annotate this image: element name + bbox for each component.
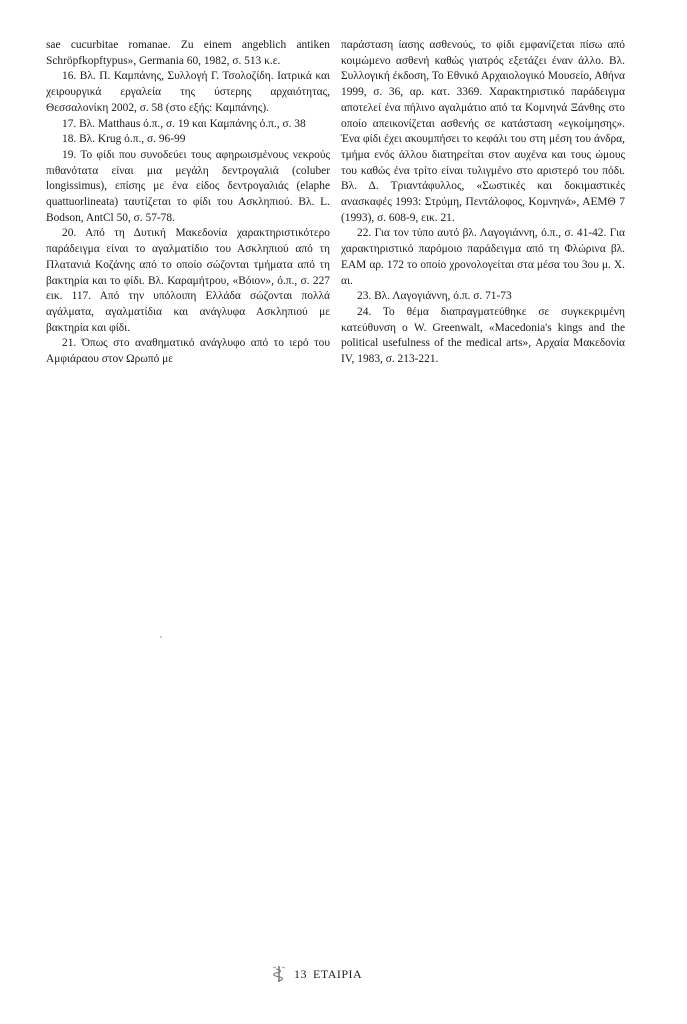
footnote-24: 24. Το θέμα διαπραγματεύθηκε σε συγκεκριμένη κατεύθυνση ο W. Greenwalt, «Macedonia's kings and the political usefulness of the medical arts», Αρχαία Μακεδονία IV, 1983, σ. 213-221.	[341, 305, 625, 366]
page-footer	[270, 964, 362, 984]
footnotes-left-column	[46, 38, 330, 368]
footnote-continuation: sae cucurbitae romanae. Zu einem angeblich antiken Schröpfkopftypus», Germania 60, 1982, σ. 513 κ.ε.	[46, 39, 330, 67]
stray-mark	[160, 636, 162, 638]
footnote-21-continuation: παράσταση ίασης ασθενούς, το φίδι εμφανίζεται πίσω από κοιμώμενο ασθενή καθώς γιατρός εξετάζει έναν άλλο. Βλ. Συλλογική έκδοση, Το Εθνικό Αρχαιολογικό Μουσείο, Αθήνα 1999, σ. 36, αρ. κατ. 3369. Χαρακτηριστικό παράδειγμα αποτελεί ένα πήλινο αγαλμάτιο από τα Κομνηνά Ξάνθης στο οποίο απεικονίζεται ασθενής σε κατάσταση «εγκοίμησης». Ένα φίδι έχει ακουμπήσει το κεφάλι του στη μέση του άνδρα, τμήμα ενός άλλου διατηρείται στον αυχένα και τους ώμους του καθώς ένα τρίτο είναι τυλιγμένο στο αριστερό του πόδι. Βλ. Δ. Τριαντάφυλλος, «Σωστικές και δοκιμαστικές ανασκαφές 1993: Στρύμη, Πεντάλοφος, Κομνηνά», ΑΕΜΘ 7 (1993), σ. 608-9, εικ. 21.	[341, 39, 625, 224]
footnote-22: 22. Για τον τύπο αυτό βλ. Λαγογιάννη, ό.π., σ. 41-42. Για χαρακτηριστικό παρόμοιο παράδειγμα από τη Φλώρινα βλ. ΕΑΜ αρ. 172 το οποίο χρονολογείται στα μέσα του 3ου μ. Χ. αι.	[341, 227, 625, 287]
footnote-16: 16. Βλ. Π. Καμπάνης, Συλλογή Γ. Τσολοζίδη. Ιατρικά και χειρουργικά εργαλεία της ύστερης αρχαιότητας, Θεσσαλονίκη 2002, σ. 58 (στο εξής: Καμπάνης).	[46, 70, 330, 114]
footnote-19: 19. Το φίδι που συνοδεύει τους αφηρωισμένους νεκρούς πιθανότατα είναι μια μεγάλη δεντρογαλιά (coluber longissimus), επίσης με ένα είδος δεντρογαλιάς (elaphe quattuorlineata) ταυτίζεται το φίδι του Ασκληπιού. Βλ. L. Bodson, AntCl 50, σ. 57-78.	[46, 148, 330, 224]
page-number: 13	[294, 966, 307, 981]
serpent-staff-emblem-icon	[270, 965, 288, 983]
footnote-18: 18. Βλ. Krug ό.π., σ. 96-99	[62, 133, 186, 146]
footnote-23: 23. Βλ. Λαγογιάννη, ό.π. σ. 71-73	[357, 290, 512, 303]
footnote-20: 20. Από τη Δυτική Μακεδονία χαρακτηριστικότερο παράδειγμα είναι το αγαλματίδιο του Ασκληπιού από τη Πλατανιά Κοζάνης από το οποίο σώζονται τμήματα από τη βακτηρία και το φίδι. Βλ. Καραμήτρου, «Βόιον», ό.π., σ. 227 εικ. 117. Από την υπόλοιπη Ελλάδα σώζονται πολλά αγάλματα, αγαλματίδια και ανάγλυφα Ασκληπιού με βακτηρία και φίδι.	[46, 227, 330, 334]
footnote-17: 17. Βλ. Matthaus ό.π., σ. 19 και Καμπάνης ό.π., σ. 38	[62, 117, 306, 130]
journal-name: ΕΤΑΙΡΙΑ	[313, 966, 363, 981]
footnotes-right-column	[341, 38, 625, 368]
footnote-21: 21. Όπως στο αναθηματικό ανάγλυφο από το ιερό του Αμφιάραου στον Ωρωπό με	[46, 337, 330, 366]
